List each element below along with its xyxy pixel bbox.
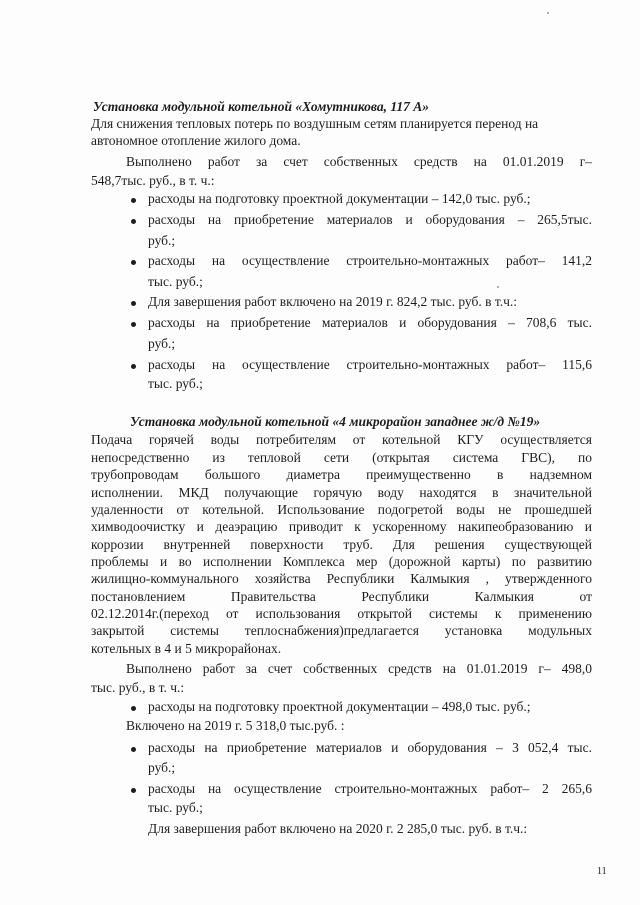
section2-para-line-11: 02.12.2014г.(переход от использования открытой системы к применению — [91, 606, 592, 621]
bullet-icon — [131, 706, 136, 711]
bullet-icon — [131, 322, 136, 327]
section1-item-3-line-2: тыс. руб.; — [148, 274, 203, 289]
section2-para-line-8: проблемы и во исполнении Комплекса мер (дорожной карты) по развитию — [91, 554, 592, 569]
section2-para-line-5: удаленности от котельной. Использование подогретой воды не прошедшей — [91, 502, 592, 517]
bullet-icon — [131, 198, 136, 203]
section1-done-line-1: Выполнено работ за счет собственных средств на 01.01.2019 г– — [126, 154, 592, 169]
section2-included: Включено на 2019 г. 5 318,0 тыс.руб. : — [126, 718, 345, 733]
section1-item-2-line-2: руб.; — [148, 233, 176, 248]
section2-para-line-10: постановлением Правительства Республики Калмыкия от — [91, 589, 592, 604]
section2-item-2-line-1: расходы на приобретение материалов и оборудования – 3 052,4 тыс. — [148, 740, 592, 755]
bullet-icon — [131, 747, 136, 752]
section1-item-1: расходы на подготовку проектной документации – 142,0 тыс. руб.; — [148, 191, 531, 206]
bullet-icon — [131, 219, 136, 224]
section2-para-line-4: исполнении. МКД получающие горячую воду находятся в значительной — [91, 485, 592, 500]
section1-item-6-line-2: тыс. руб.; — [148, 376, 203, 391]
section1-item-5-line-1: расходы на приобретение материалов и оборудования – 708,6 тыс. — [148, 315, 592, 330]
section2-item-1: расходы на подготовку проектной документации – 498,0 тыс. руб.; — [148, 699, 531, 714]
section1-heading: Установка модульной котельной «Хомутникова, 117 А» — [93, 99, 430, 114]
section2-para-line-6: химводоочистку и деаэрацию приводит к ускоренному накипеобразованию и — [91, 519, 592, 534]
section1-intro-line-1: Для снижения тепловых потерь по воздушным сетям планируется перенод на — [91, 116, 539, 131]
section1-item-3-line-1: расходы на осуществление строительно-монтажных работ– 141,2 — [148, 253, 592, 268]
section1-item-2-line-1: расходы на приобретение материалов и оборудования – 265,5тыс. — [148, 212, 592, 227]
section2-item-3-line-2: тыс. руб.; — [148, 800, 203, 815]
section2-para-line-3: трубопроводам большого диаметра преимущественно в надземном — [91, 467, 592, 482]
section2-done-line-2: тыс. руб., в т. ч.: — [91, 680, 185, 695]
scan-speck — [547, 12, 549, 14]
section2-para-line-9: жилищно-коммунального хозяйства Республики Калмыкия , утвержденного — [91, 571, 592, 586]
section2-para-line-13: котельных в 4 и 5 микрорайонах. — [91, 641, 282, 656]
section2-item-3-line-1: расходы на осуществление строительно-монтажных работ– 2 265,6 — [148, 781, 592, 796]
section2-para-line-7: коррозии внутренней поверхности труб. Для решения существующей — [91, 537, 592, 552]
section2-done-line-1: Выполнено работ за счет собственных средств на 01.01.2019 г– 498,0 — [126, 661, 592, 676]
section2-completion: Для завершения работ включено на 2020 г. 2 285,0 тыс. руб. в т.ч.: — [148, 821, 528, 836]
section2-para-line-12: закрытой системы теплоснабжения)предлагается установка модульных — [91, 623, 592, 638]
bullet-icon — [131, 260, 136, 265]
page-number: 11 — [597, 866, 607, 877]
section2-para-line-1: Подача горячей воды потребителям от котельной КГУ осуществляется — [91, 432, 592, 447]
section2-para-line-2: непосредственно из тепловой сети (открытая система ГВС), по — [91, 450, 592, 465]
bullet-icon — [131, 788, 136, 793]
bullet-icon — [131, 301, 136, 306]
section1-item-4: Для завершения работ включено на 2019 г. 824,2 тыс. руб. в т.ч.: — [148, 294, 518, 309]
section1-done-line-2: 548,7тыс. руб., в т. ч.: — [91, 173, 215, 188]
section1-item-5-line-2: руб.; — [148, 336, 176, 351]
section2-item-2-line-2: руб.; — [148, 760, 176, 775]
scan-speck — [497, 286, 499, 288]
bullet-icon — [131, 364, 136, 369]
section1-item-6-line-1: расходы на осуществление строительно-монтажных работ– 115,6 — [148, 357, 592, 372]
section2-heading: Установка модульной котельной «4 микрорайон западнее ж/д №19» — [130, 414, 541, 429]
section1-intro-line-2: автономное отопление жилого дома. — [91, 133, 301, 148]
